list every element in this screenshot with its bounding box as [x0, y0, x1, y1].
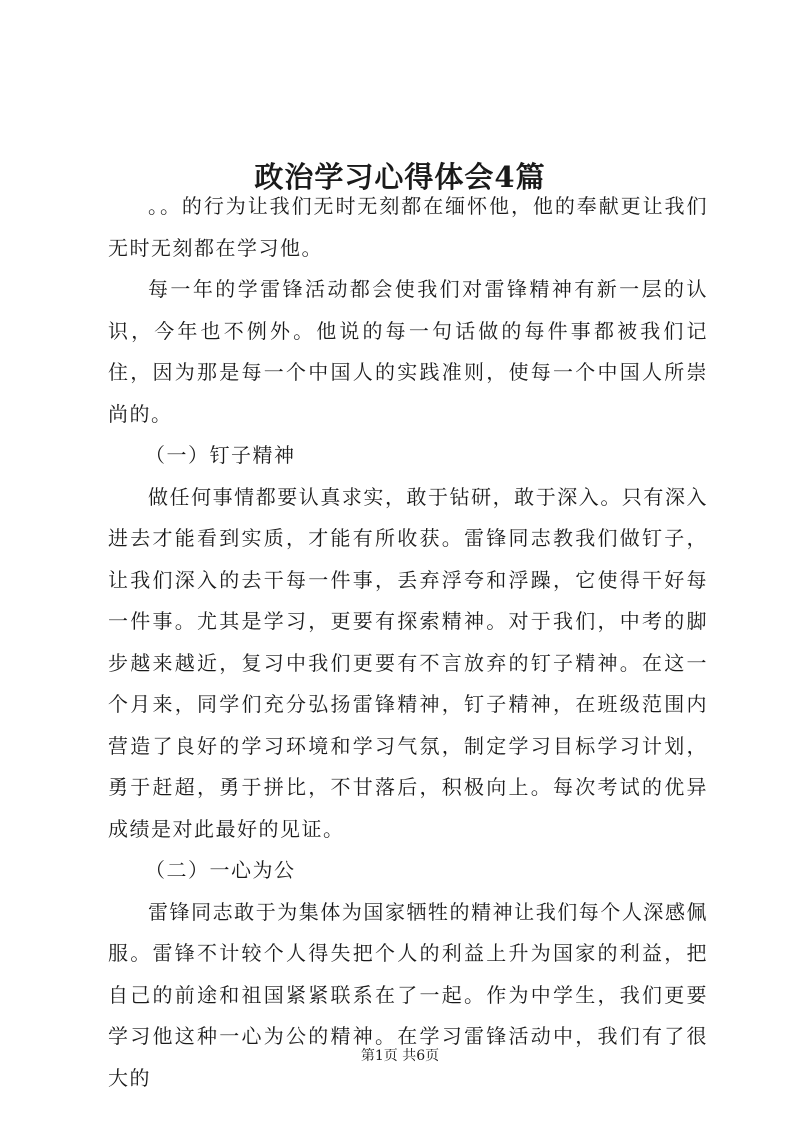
document-body — [108, 186, 708, 1099]
page-number-footer: 第1页 共6页 — [360, 1048, 440, 1064]
paragraph-1: 。。的行为让我们无时无刻都在缅怀他，他的奉献更让我们无时无刻都在学习他。 — [108, 194, 708, 260]
section-heading-1: （一）钉子精神 — [145, 443, 296, 467]
paragraph-3: 做任何事情都要认真求实，敢于钻研，敢于深入。只有深入进去才能看到实质，才能有所收获。雷锋同志教我们做钉子，让我们深入的去干每一件事，丢弃浮夸和浮躁，它使得干好每一件事。尤其是学习，更要有探索精神。对于我们，中考的脚步越来越近，复习中我们更要有不言放弃的钉子精神。在这一个月来，同学们充分弘扬雷锋精神，钉子精神，在班级范围内营造了良好的学习环境和学习气氛，制定学习目标学习计划，勇于赶超，勇于拼比，不甘落后，积极向上。每次考试的优异成绩是对此最好的见证。 — [108, 484, 708, 841]
paragraph-2: 每一年的学雷锋活动都会使我们对雷锋精神有新一层的认识，今年也不例外。他说的每一句话做的每件事都被我们记住，因为那是每一个中国人的实践准则，使每一个中国人所崇尚的。 — [108, 277, 708, 426]
section-heading-2: （二）一心为公 — [145, 858, 296, 882]
paragraph-4: 雷锋同志敢于为集体为国家牺牲的精神让我们每个人深感佩服。雷锋不计较个人得失把个人的利益上升为国家的利益，把自己的前途和祖国紧紧联系在了一起。作为中学生，我们更要学习他这种一心为公的精神。在学习雷锋活动中，我们有了很大的 — [108, 899, 708, 1090]
document-title: 政治学习心得体会4篇 — [254, 160, 546, 195]
